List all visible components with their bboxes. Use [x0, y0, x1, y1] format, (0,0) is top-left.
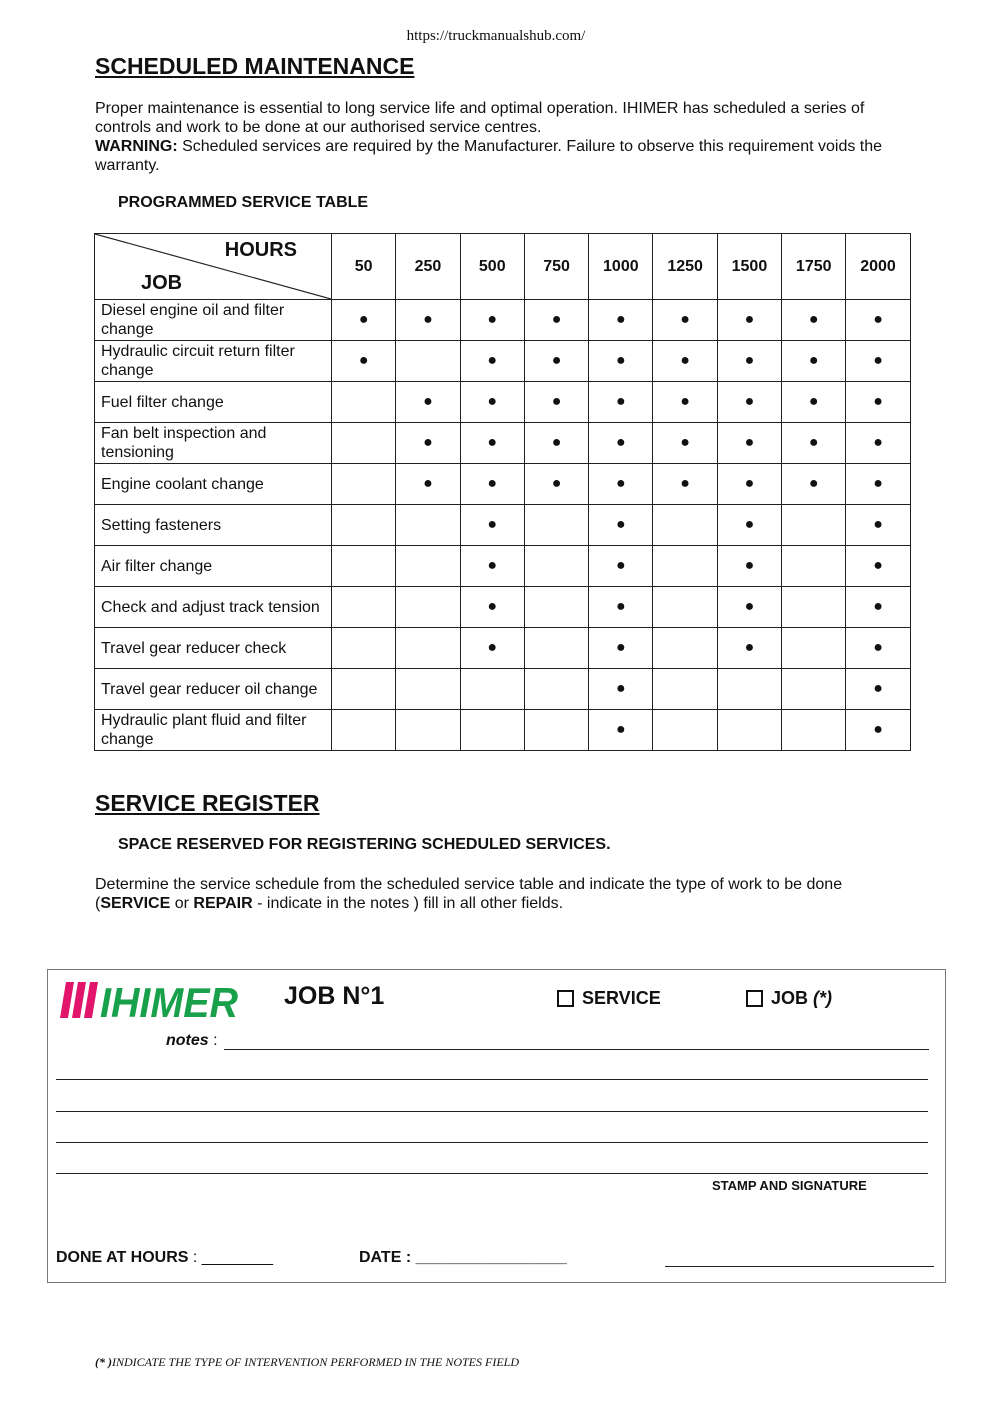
- interval-cell-750: [524, 710, 588, 751]
- interval-cell-250: [396, 628, 460, 669]
- interval-cell-50: [332, 546, 396, 587]
- service-mark: ●: [423, 475, 433, 492]
- or-word: or: [170, 895, 194, 912]
- repair-word: REPAIR: [193, 895, 253, 912]
- interval-cell-500: [460, 710, 524, 751]
- table-row: [95, 341, 911, 382]
- service-mark: ●: [616, 434, 626, 451]
- job-name-cell: Setting fasteners: [95, 505, 332, 546]
- interval-cell-500: [460, 464, 524, 505]
- notes-line-5[interactable]: [56, 1160, 928, 1174]
- interval-cell-1750: [782, 587, 846, 628]
- intro-paragraph: [95, 99, 915, 175]
- service-mark: ●: [808, 393, 819, 410]
- source-url: https://truckmanualshub.com/: [406, 28, 586, 44]
- interval-cell-1000: [589, 587, 653, 628]
- job-name-cell: Hydraulic circuit return filter change: [95, 341, 332, 382]
- service-mark: ●: [487, 598, 498, 615]
- scheduled-maintenance-title: SCHEDULED MAINTENANCE: [95, 53, 415, 79]
- interval-cell-250: [396, 341, 460, 382]
- service-mark: ●: [616, 639, 626, 656]
- interval-cell-2000: [846, 300, 910, 341]
- job-checkbox-label: JOB: [771, 988, 809, 1008]
- table-row: [95, 628, 911, 669]
- interval-cell-1250: [653, 300, 717, 341]
- service-mark: ●: [358, 352, 369, 369]
- service-mark: ●: [744, 393, 755, 410]
- interval-cell-1000: [589, 341, 653, 382]
- job-checkbox[interactable]: [746, 988, 832, 1009]
- service-mark: ●: [423, 311, 433, 328]
- service-register-subtitle: SPACE RESERVED FOR REGISTERING SCHEDULED SERVICES.: [118, 836, 611, 853]
- job-label: JOB: [141, 272, 183, 294]
- table-row: [95, 423, 911, 464]
- interval-cell-750: [524, 464, 588, 505]
- interval-cell-1500: [717, 710, 781, 751]
- interval-cell-1250: [653, 382, 717, 423]
- footnote: (* )INDICATE THE TYPE OF INTERVENTION PERFORMED IN THE NOTES FIELD: [95, 1355, 519, 1369]
- interval-cell-1750: [782, 382, 846, 423]
- service-mark: ●: [551, 475, 562, 492]
- table-row: [95, 546, 911, 587]
- interval-cell-2000: [846, 382, 910, 423]
- job-name-cell: Diesel engine oil and filter change: [95, 300, 332, 341]
- interval-cell-500: [460, 628, 524, 669]
- interval-cell-50: [332, 669, 396, 710]
- interval-cell-50: [332, 505, 396, 546]
- notes-line-3[interactable]: [56, 1098, 928, 1112]
- service-mark: ●: [616, 311, 626, 328]
- service-mark: ●: [873, 721, 883, 738]
- service-mark: ●: [744, 516, 755, 533]
- service-mark: ●: [487, 434, 498, 451]
- hours-header-2000: 2000: [846, 234, 910, 300]
- service-mark: ●: [808, 475, 819, 492]
- interval-cell-750: [524, 587, 588, 628]
- service-mark: ●: [873, 557, 883, 574]
- job-asterisk: (*): [813, 988, 833, 1008]
- service-mark: ●: [616, 598, 626, 615]
- service-mark: ●: [873, 680, 883, 697]
- interval-cell-2000: [846, 423, 910, 464]
- service-mark: ●: [680, 352, 690, 369]
- interval-cell-500: [460, 669, 524, 710]
- service-mark: ●: [744, 434, 755, 451]
- interval-cell-1750: [782, 628, 846, 669]
- service-mark: ●: [873, 434, 883, 451]
- interval-cell-50: [332, 300, 396, 341]
- hours-header-500: 500: [460, 234, 524, 300]
- interval-cell-250: [396, 382, 460, 423]
- interval-cell-50: [332, 628, 396, 669]
- interval-cell-500: [460, 546, 524, 587]
- service-mark: ●: [423, 434, 433, 451]
- service-mark: ●: [616, 475, 626, 492]
- interval-cell-1500: [717, 382, 781, 423]
- table-header-row: [95, 234, 911, 300]
- interval-cell-2000: [846, 341, 910, 382]
- service-mark: ●: [744, 598, 755, 615]
- interval-cell-2000: [846, 669, 910, 710]
- service-mark: ●: [616, 352, 626, 369]
- table-row: [95, 505, 911, 546]
- service-mark: ●: [873, 598, 883, 615]
- register-instructions: [95, 875, 915, 913]
- interval-cell-500: [460, 587, 524, 628]
- interval-cell-1000: [589, 628, 653, 669]
- service-mark: ●: [808, 311, 819, 328]
- interval-cell-1250: [653, 546, 717, 587]
- done-at-hours-field[interactable]: DONE AT HOURS : ________: [56, 1249, 273, 1266]
- service-mark: ●: [680, 475, 690, 492]
- job-name-cell: Travel gear reducer oil change: [95, 669, 332, 710]
- intro-text: Proper maintenance is essential to long service life and optimal operation. IHIMER has scheduled a series of controls and work to be done at our authorised service centres.: [95, 100, 865, 136]
- interval-cell-250: [396, 505, 460, 546]
- service-mark: ●: [616, 680, 626, 697]
- notes-line-1[interactable]: [224, 1034, 929, 1050]
- interval-cell-500: [460, 300, 524, 341]
- hours-label: HOURS: [224, 239, 297, 261]
- job-name-cell: Travel gear reducer check: [95, 628, 332, 669]
- service-mark: ●: [808, 434, 819, 451]
- interval-cell-1500: [717, 464, 781, 505]
- service-mark: ●: [744, 311, 755, 328]
- interval-cell-1750: [782, 505, 846, 546]
- hours-header-1500: 1500: [717, 234, 781, 300]
- service-mark: ●: [487, 557, 498, 574]
- service-mark: ●: [551, 352, 562, 369]
- hours-header-750: 750: [524, 234, 588, 300]
- interval-cell-250: [396, 587, 460, 628]
- interval-cell-250: [396, 669, 460, 710]
- service-mark: ●: [744, 639, 755, 656]
- service-mark: ●: [616, 516, 626, 533]
- interval-cell-250: [396, 710, 460, 751]
- job-name-cell: Fan belt inspection and tensioning: [95, 423, 332, 464]
- interval-cell-2000: [846, 587, 910, 628]
- interval-cell-1750: [782, 300, 846, 341]
- interval-cell-1000: [589, 505, 653, 546]
- notes-label: notes :: [166, 1032, 218, 1049]
- service-mark: ●: [487, 393, 498, 410]
- job-name-cell: Engine coolant change: [95, 464, 332, 505]
- interval-cell-1000: [589, 669, 653, 710]
- service-mark: ●: [873, 352, 883, 369]
- interval-cell-2000: [846, 628, 910, 669]
- service-mark: ●: [487, 639, 498, 656]
- service-checkbox-box[interactable]: [557, 990, 574, 1007]
- interval-cell-2000: [846, 464, 910, 505]
- interval-cell-1500: [717, 341, 781, 382]
- interval-cell-750: [524, 546, 588, 587]
- interval-cell-2000: [846, 505, 910, 546]
- interval-cell-500: [460, 382, 524, 423]
- service-mark: ●: [680, 393, 690, 410]
- interval-cell-1000: [589, 423, 653, 464]
- interval-cell-1750: [782, 710, 846, 751]
- interval-cell-2000: [846, 710, 910, 751]
- interval-cell-2000: [846, 546, 910, 587]
- interval-cell-500: [460, 505, 524, 546]
- interval-cell-1500: [717, 546, 781, 587]
- interval-cell-50: [332, 587, 396, 628]
- interval-cell-250: [396, 423, 460, 464]
- hours-header-1000: 1000: [589, 234, 653, 300]
- table-row: [95, 382, 911, 423]
- register-text-after: - indicate in the notes ) fill in all other fields.: [252, 895, 564, 912]
- hours-header-250: 250: [396, 234, 460, 300]
- service-mark: ●: [616, 393, 626, 410]
- interval-cell-1750: [782, 423, 846, 464]
- notes-line-2[interactable]: [56, 1066, 928, 1080]
- warning-text: Scheduled services are required by the Manufacturer. Failure to observe this requirement voids the warranty.: [95, 138, 883, 174]
- service-checkbox-label: SERVICE: [582, 988, 661, 1008]
- interval-cell-1500: [717, 587, 781, 628]
- interval-cell-1500: [717, 628, 781, 669]
- interval-cell-1250: [653, 505, 717, 546]
- interval-cell-50: [332, 382, 396, 423]
- interval-cell-1000: [589, 710, 653, 751]
- table-row: [95, 669, 911, 710]
- service-mark: ●: [744, 557, 755, 574]
- warning-label: WARNING:: [95, 138, 178, 155]
- interval-cell-1250: [653, 628, 717, 669]
- service-mark: ●: [487, 516, 498, 533]
- interval-cell-1250: [653, 669, 717, 710]
- service-mark: ●: [616, 557, 626, 574]
- interval-cell-750: [524, 505, 588, 546]
- service-mark: ●: [423, 393, 433, 410]
- interval-cell-1500: [717, 505, 781, 546]
- done-at-hours-label: DONE AT HOURS: [56, 1249, 189, 1266]
- interval-cell-1750: [782, 669, 846, 710]
- service-checkbox[interactable]: [557, 988, 661, 1009]
- interval-cell-750: [524, 382, 588, 423]
- interval-cell-1500: [717, 300, 781, 341]
- interval-cell-750: [524, 628, 588, 669]
- job-number-title: JOB N°1: [284, 982, 385, 1010]
- interval-cell-1000: [589, 300, 653, 341]
- service-mark: ●: [551, 393, 562, 410]
- service-mark: ●: [487, 352, 498, 369]
- job-register-form: [47, 969, 946, 1283]
- interval-cell-50: [332, 464, 396, 505]
- interval-cell-1500: [717, 669, 781, 710]
- service-mark: ●: [873, 311, 883, 328]
- interval-cell-250: [396, 300, 460, 341]
- interval-cell-750: [524, 423, 588, 464]
- interval-cell-1750: [782, 546, 846, 587]
- interval-cell-1500: [717, 423, 781, 464]
- job-name-cell: Air filter change: [95, 546, 332, 587]
- signature-line[interactable]: [665, 1251, 934, 1267]
- interval-cell-1750: [782, 464, 846, 505]
- job-name-cell: Fuel filter change: [95, 382, 332, 423]
- service-register-title: SERVICE REGISTER: [95, 790, 320, 816]
- interval-cell-1000: [589, 382, 653, 423]
- interval-cell-1000: [589, 546, 653, 587]
- interval-cell-1000: [589, 464, 653, 505]
- service-mark: ●: [551, 434, 562, 451]
- interval-cell-50: [332, 341, 396, 382]
- stamp-signature-label: STAMP AND SIGNATURE: [712, 1178, 867, 1193]
- interval-cell-1750: [782, 341, 846, 382]
- service-mark: ●: [873, 639, 883, 656]
- interval-cell-1250: [653, 464, 717, 505]
- service-word: SERVICE: [100, 895, 171, 912]
- interval-cell-250: [396, 546, 460, 587]
- service-mark: ●: [873, 516, 883, 533]
- service-mark: ●: [680, 311, 690, 328]
- interval-cell-1250: [653, 341, 717, 382]
- table-body: [95, 300, 911, 751]
- service-mark: ●: [873, 475, 883, 492]
- interval-cell-1250: [653, 587, 717, 628]
- hours-header-1750: 1750: [782, 234, 846, 300]
- interval-cell-750: [524, 341, 588, 382]
- service-table: [94, 233, 911, 751]
- logo-text: IHIMER: [100, 980, 239, 1020]
- service-mark: ●: [744, 352, 755, 369]
- interval-cell-50: [332, 710, 396, 751]
- service-mark: ●: [487, 311, 498, 328]
- service-mark: ●: [487, 475, 498, 492]
- programmed-service-table-title: PROGRAMMED SERVICE TABLE: [118, 194, 369, 211]
- table-row: [95, 464, 911, 505]
- table-row: [95, 300, 911, 341]
- service-mark: ●: [744, 475, 755, 492]
- service-mark: ●: [808, 352, 819, 369]
- interval-cell-250: [396, 464, 460, 505]
- job-name-cell: Check and adjust track tension: [95, 587, 332, 628]
- interval-cell-1250: [653, 423, 717, 464]
- table-row: [95, 710, 911, 751]
- date-field[interactable]: DATE : _________________: [359, 1249, 567, 1266]
- service-mark: ●: [680, 434, 690, 451]
- service-mark: ●: [873, 393, 883, 410]
- service-mark: ●: [616, 721, 626, 738]
- hours-header-50: 50: [332, 234, 396, 300]
- interval-cell-750: [524, 669, 588, 710]
- service-mark: ●: [551, 311, 562, 328]
- interval-cell-500: [460, 423, 524, 464]
- table-row: [95, 587, 911, 628]
- register-text-before: Determine the service schedule from the scheduled service table and indicate the type of work to be done (: [95, 876, 843, 912]
- notes-line-4[interactable]: [56, 1129, 928, 1143]
- interval-cell-50: [332, 423, 396, 464]
- hours-header-1250: 1250: [653, 234, 717, 300]
- service-mark: ●: [358, 311, 369, 328]
- hours-job-header: [95, 234, 332, 300]
- interval-cell-1250: [653, 710, 717, 751]
- ihimer-logo: [58, 980, 240, 1020]
- interval-cell-500: [460, 341, 524, 382]
- job-name-cell: Hydraulic plant fluid and filter change: [95, 710, 332, 751]
- interval-cell-750: [524, 300, 588, 341]
- job-checkbox-box[interactable]: [746, 990, 763, 1007]
